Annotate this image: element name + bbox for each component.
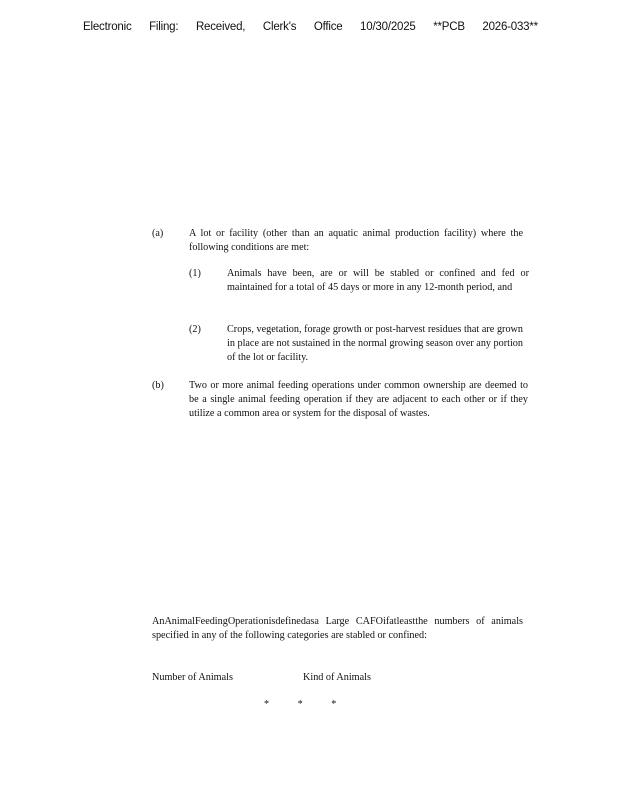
column-header-kind: Kind of Animals bbox=[303, 672, 371, 683]
header-word: Electronic bbox=[83, 21, 132, 33]
section-a-text: A lot or facility (other than an aquatic animal production facility) where the following conditions are met: bbox=[189, 228, 523, 253]
filing-header bbox=[83, 21, 538, 33]
header-word: Filing: bbox=[149, 21, 179, 33]
section-b-text: Two or more animal feeding operations under common ownership are deemed to be a single animal feeding operation if they are adjacent to each other or if they utilize a common area or system for the disposal of wastes. bbox=[189, 380, 528, 419]
column-header-number: Number of Animals bbox=[152, 672, 233, 683]
omission-separator: * * * bbox=[264, 699, 337, 710]
item-1-text: Animals have been, are or will be stabled or confined and fed or maintained for a total of 45 days or more in any 12-month period, and bbox=[227, 268, 529, 293]
definition-paragraph: AnAnimalFeedingOperationisdefinedasa Large CAFOifatleastthe numbers of animals specified in any of the following categories are stabled or confined: bbox=[152, 616, 523, 641]
item-2-text: Crops, vegetation, forage growth or post-harvest residues that are grown in place are not sustained in the normal growing season over any portion of the lot or facility. bbox=[227, 324, 523, 363]
header-date: 10/30/2025 bbox=[360, 21, 416, 33]
section-a-marker: (a) bbox=[152, 228, 164, 239]
header-word: Received, bbox=[195, 21, 246, 33]
header-word: Clerk's bbox=[262, 21, 297, 33]
header-word: Office bbox=[313, 21, 343, 33]
item-2-marker: (2) bbox=[189, 324, 201, 335]
item-1-marker: (1) bbox=[189, 268, 201, 279]
header-case-number: 2026-033** bbox=[482, 21, 538, 33]
section-b-marker: (b) bbox=[152, 380, 164, 391]
header-word: **PCB bbox=[433, 21, 465, 33]
